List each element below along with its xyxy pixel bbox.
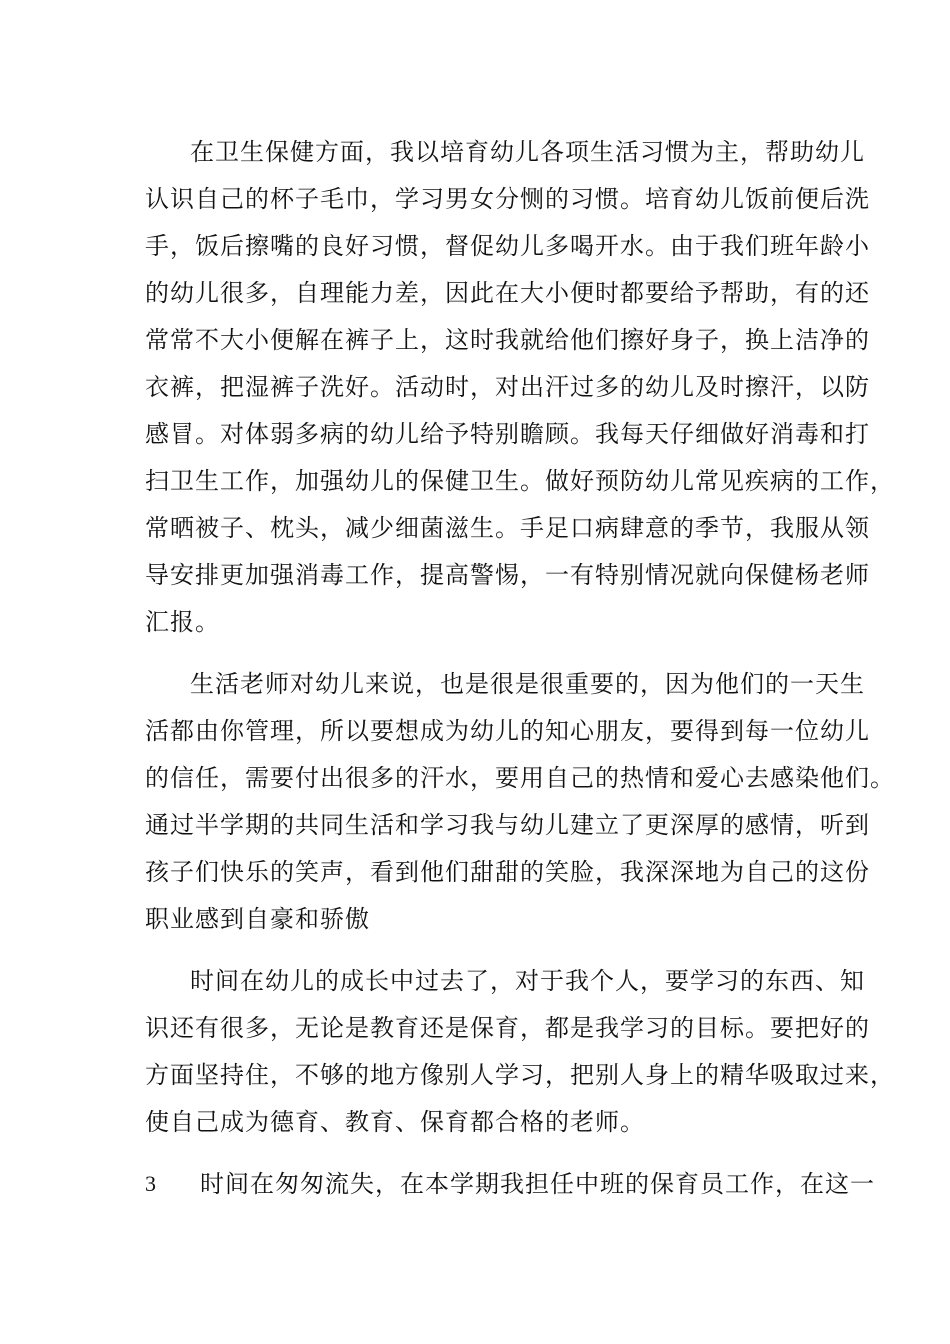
text-line: 常常不大小便解在裤子上，这时我就给他们擦好身子，换上洁净的 [145,326,870,354]
text-line: 生活老师对幼儿来说，也是很是很重要的，因为他们的一天生 [190,670,865,698]
text-line: 的幼儿很多，自理能力差，因此在大小便时都要给予帮助，有的还 [145,279,870,307]
text-line: 职业感到自豪和骄傲 [145,905,370,933]
text-line: 方面坚持住，不够的地方像别人学习，把别人身上的精华吸取过来， [145,1061,895,1089]
text-line: 在卫生保健方面，我以培育幼儿各项生活习惯为主，帮助幼儿 [190,138,865,166]
list-number: 3 [145,1171,156,1196]
text-line: 使自己成为德育、教育、保育都合格的老师。 [145,1108,645,1136]
text-line: 的信任，需要付出很多的汗水，要用自己的热情和爱心去感染他们。 [145,764,895,792]
text-line: 活都由你管理，所以要想成为幼儿的知心朋友，要得到每一位幼儿 [145,717,870,745]
text-line: 扫卫生工作，加强幼儿的保健卫生。做好预防幼儿常见疾病的工作， [145,467,895,495]
text-line: 感冒。对体弱多病的幼儿给予特别瞻顾。我每天仔细做好消毒和打 [145,420,870,448]
text-line: 衣裤，把湿裤子洗好。活动时，对出汗过多的幼儿及时擦汗，以防 [145,373,870,401]
text-line: 认识自己的杯子毛巾，学习男女分恻的习惯。培育幼儿饭前便后洗 [145,185,870,213]
text-line: 常晒被子、枕头，减少细菌滋生。手足口病肆意的季节，我服从领 [145,514,870,542]
text-line: 手，饭后擦嘴的良好习惯，督促幼儿多喝开水。由于我们班年龄小 [145,232,870,260]
text-line: 时间在匆匆流失，在本学期我担任中班的保育员工作，在这一 [200,1170,875,1198]
text-line: 时间在幼儿的成长中过去了，对于我个人，要学习的东西、知 [190,967,865,995]
text-line: 汇报。 [145,608,220,636]
text-line: 导安排更加强消毒工作，提高警惕，一有特别情况就向保健杨老师 [145,561,870,589]
text-line: 通过半学期的共同生活和学习我与幼儿建立了更深厚的感情，听到 [145,811,870,839]
text-line: 孩子们快乐的笑声，看到他们甜甜的笑脸，我深深地为自己的这份 [145,858,870,886]
text-line: 识还有很多，无论是教育还是保育，都是我学习的目标。要把好的 [145,1014,870,1042]
